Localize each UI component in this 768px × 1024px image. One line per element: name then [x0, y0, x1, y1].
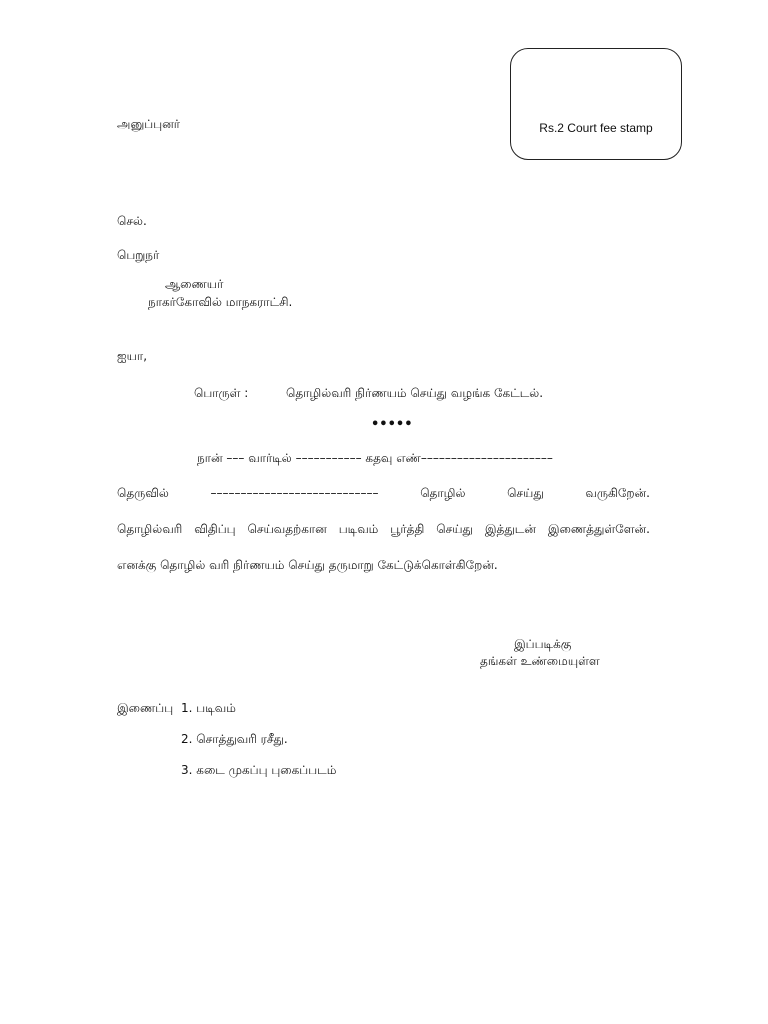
court-fee-stamp-box — [510, 48, 682, 160]
body-word: தொழில் — [420, 486, 466, 500]
via-label: செல். — [117, 214, 147, 228]
body-word: செய்து — [507, 486, 544, 500]
body-word: செய்வதற்கான — [247, 522, 327, 536]
enclosure-item-2: 2. சொத்துவரி ரசீது. — [181, 732, 288, 746]
subject-text: தொழில்வரி நிர்ணயம் செய்து வழங்க கேட்டல். — [286, 386, 544, 400]
recipient-label: பெறுநர் — [117, 248, 160, 262]
body-line-1: நான் ––– வார்டில் ––––––––––– கதவு எண்–––––––––––––––––––––– — [197, 451, 553, 465]
recipient-office: நாகர்கோவில் மாநகராட்சி. — [148, 295, 293, 309]
body-line-3 — [117, 522, 650, 537]
body-word: தெருவில் — [117, 486, 169, 500]
body-line-4: எனக்கு தொழில் வரி நிர்ணயம் செய்து தருமாறு கேட்டுக்கொள்கிறேன். — [117, 558, 498, 572]
body-line-2 — [117, 486, 650, 501]
body-word: வருகிறேன். — [585, 486, 650, 500]
closing-line-1: இப்படிக்கு — [514, 637, 572, 651]
body-word: தொழில்வரி — [117, 522, 183, 536]
recipient-designation: ஆணையர் — [165, 277, 224, 291]
body-word: செய்து — [436, 522, 473, 536]
body-word: –––––––––––––––––––––––––––– — [210, 486, 379, 500]
stamp-label: Rs.2 Court fee stamp — [539, 121, 653, 135]
separator-dots: ••••• — [371, 417, 413, 432]
body-word: பூர்த்தி — [390, 522, 425, 536]
enclosure-item-3: 3. கடை முகப்பு புகைப்படம் — [181, 763, 337, 777]
enclosures-label: இணைப்பு — [117, 701, 174, 715]
subject-label: பொருள் : — [194, 386, 249, 400]
enclosure-item-1: 1. படிவம் — [181, 701, 236, 715]
body-word: இத்துடன் — [484, 522, 536, 536]
body-word: படிவம் — [338, 522, 379, 536]
salutation: ஐயா, — [117, 349, 148, 363]
body-word: இணைத்துள்ளேன். — [547, 522, 650, 536]
closing-line-2: தங்கள் உண்மையுள்ள — [480, 654, 600, 668]
body-word: விதிப்பு — [194, 522, 236, 536]
sender-label: அனுப்புனர் — [117, 117, 181, 131]
